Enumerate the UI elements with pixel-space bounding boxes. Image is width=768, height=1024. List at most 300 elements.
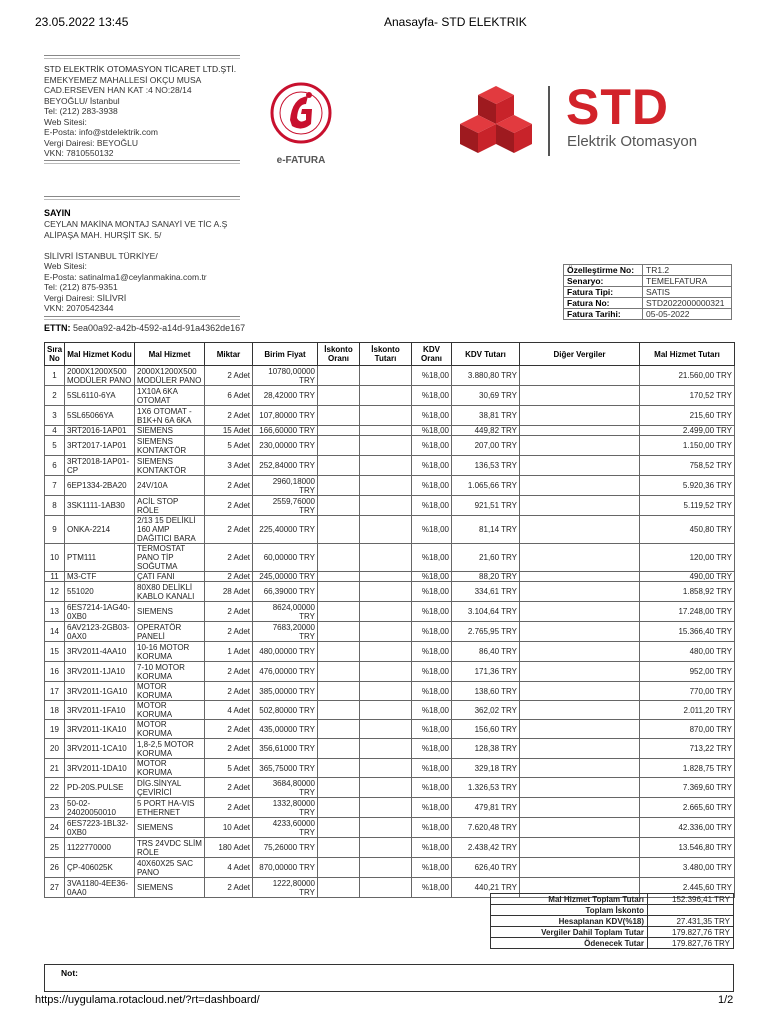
- quantity: 2 Adet: [205, 602, 253, 622]
- row-number: 2: [45, 386, 65, 406]
- vat-amount: 30,69 TRY: [452, 386, 520, 406]
- discount-amount: [360, 759, 412, 778]
- line-total: 13.546,80 TRY: [640, 838, 735, 858]
- discount-amount: [360, 662, 412, 682]
- discount-rate: [318, 622, 360, 642]
- row-number: 19: [45, 720, 65, 739]
- item-name: SIEMENS: [135, 818, 205, 838]
- brand-divider: [548, 86, 550, 156]
- row-number: 7: [45, 476, 65, 496]
- vat-rate: %18,00: [412, 516, 452, 544]
- item-code: PTM111: [65, 544, 135, 572]
- line-total: 1.150,00 TRY: [640, 436, 735, 456]
- discount-rate: [318, 838, 360, 858]
- note-box: [44, 964, 734, 992]
- vat-rate: %18,00: [412, 739, 452, 759]
- row-number: 21: [45, 759, 65, 778]
- buyer-address-block: [44, 219, 227, 314]
- unit-price: 365,75000 TRY: [253, 759, 318, 778]
- other-taxes: [520, 838, 640, 858]
- vat-rate: %18,00: [412, 496, 452, 516]
- item-name: SIEMENS: [135, 878, 205, 898]
- totals-row: [491, 916, 734, 927]
- table-row: [45, 798, 735, 818]
- invoice-meta-table: [563, 264, 732, 320]
- row-number: 27: [45, 878, 65, 898]
- item-code: 3RV2011-4AA10: [65, 642, 135, 662]
- other-taxes: [520, 572, 640, 582]
- quantity: 2 Adet: [205, 516, 253, 544]
- discount-amount: [360, 642, 412, 662]
- vat-amount: 2.765,95 TRY: [452, 622, 520, 642]
- print-title: Anasayfa- STD ELEKTRIK: [384, 15, 527, 29]
- item-name: 2000X1200X500 MODÜLER PANO: [135, 366, 205, 386]
- discount-rate: [318, 642, 360, 662]
- item-code: 6ES7223-1BL32-0XB0: [65, 818, 135, 838]
- discount-rate: [318, 366, 360, 386]
- line-total: 1.858,92 TRY: [640, 582, 735, 602]
- row-number: 1: [45, 366, 65, 386]
- discount-amount: [360, 878, 412, 898]
- item-code: ÇP-406025K: [65, 858, 135, 878]
- unit-price: 480,00000 TRY: [253, 642, 318, 662]
- totals-value: 27.431,35 TRY: [648, 916, 734, 927]
- vat-amount: 138,60 TRY: [452, 682, 520, 701]
- other-taxes: [520, 778, 640, 798]
- item-code: 3RV2011-1GA10: [65, 682, 135, 701]
- buyer-line: VKN: 2070542344: [44, 303, 114, 313]
- item-code: 5SL6110-6YA: [65, 386, 135, 406]
- item-code: 3RV2011-1DA10: [65, 759, 135, 778]
- item-name: 1X10A 6KA OTOMAT: [135, 386, 205, 406]
- table-row: [45, 838, 735, 858]
- line-total: 2.011,20 TRY: [640, 701, 735, 720]
- vat-amount: 7.620,48 TRY: [452, 818, 520, 838]
- line-total: 952,00 TRY: [640, 662, 735, 682]
- buyer-line: Vergi Dairesi: SİLİVRİ: [44, 292, 127, 303]
- unit-price: 502,80000 TRY: [253, 701, 318, 720]
- item-name: SIEMENS: [135, 602, 205, 622]
- unit-price: 2960,18000 TRY: [253, 476, 318, 496]
- line-total: 21.560,00 TRY: [640, 366, 735, 386]
- discount-amount: [360, 516, 412, 544]
- other-taxes: [520, 456, 640, 476]
- table-row: [45, 456, 735, 476]
- line-total: 7.369,60 TRY: [640, 778, 735, 798]
- discount-amount: [360, 386, 412, 406]
- quantity: 2 Adet: [205, 406, 253, 426]
- totals-row: [491, 938, 734, 949]
- unit-price: 245,00000 TRY: [253, 572, 318, 582]
- table-row: [45, 544, 735, 572]
- item-name: TERMOSTAT PANO TİP SOĞUTMA: [135, 544, 205, 572]
- column-header: KDV Oranı: [412, 343, 452, 366]
- unit-price: 66,39000 TRY: [253, 582, 318, 602]
- totals-value: 179.827,76 TRY: [648, 938, 734, 949]
- item-name: 40X60X25 SAC PANO: [135, 858, 205, 878]
- column-header: Birim Fiyat: [253, 343, 318, 366]
- meta-value: TEMELFATURA: [643, 276, 732, 287]
- line-total: 215,60 TRY: [640, 406, 735, 426]
- totals-row: [491, 927, 734, 938]
- totals-label: Ödenecek Tutar: [491, 938, 648, 949]
- row-number: 20: [45, 739, 65, 759]
- meta-row: [564, 265, 732, 276]
- table-row: [45, 701, 735, 720]
- vat-amount: 449,82 TRY: [452, 426, 520, 436]
- table-row: [45, 476, 735, 496]
- discount-rate: [318, 701, 360, 720]
- item-name: 1X6 OTOMAT - B1K+N 6A 6KA: [135, 406, 205, 426]
- other-taxes: [520, 366, 640, 386]
- efatura-label: e-FATURA: [276, 155, 326, 166]
- vat-rate: %18,00: [412, 778, 452, 798]
- row-number: 14: [45, 622, 65, 642]
- discount-amount: [360, 476, 412, 496]
- discount-amount: [360, 572, 412, 582]
- totals-value: 179.827,76 TRY: [648, 927, 734, 938]
- quantity: 4 Adet: [205, 858, 253, 878]
- line-total: 17.248,00 TRY: [640, 602, 735, 622]
- totals-row: [491, 905, 734, 916]
- totals-label: Vergiler Dahil Toplam Tutar: [491, 927, 648, 938]
- unit-price: 356,61000 TRY: [253, 739, 318, 759]
- vat-rate: %18,00: [412, 386, 452, 406]
- item-name: SIEMENS: [135, 426, 205, 436]
- item-code: 3RT2017-1AP01: [65, 436, 135, 456]
- table-row: [45, 739, 735, 759]
- discount-rate: [318, 682, 360, 701]
- efatura-logo: [270, 80, 332, 168]
- row-number: 25: [45, 838, 65, 858]
- discount-rate: [318, 544, 360, 572]
- line-total: 2.665,60 TRY: [640, 798, 735, 818]
- vat-amount: 86,40 TRY: [452, 642, 520, 662]
- discount-amount: [360, 778, 412, 798]
- vat-amount: 921,51 TRY: [452, 496, 520, 516]
- item-name: 2/13 15 DELİKLİ 160 AMP DAĞITICI BARA: [135, 516, 205, 544]
- gib-seal-icon: [270, 80, 332, 146]
- seller-line: EMEKYEMEZ MAHALLESİ OKÇU MUSA: [44, 74, 202, 85]
- other-taxes: [520, 759, 640, 778]
- row-number: 17: [45, 682, 65, 701]
- vat-amount: 207,00 TRY: [452, 436, 520, 456]
- row-number: 10: [45, 544, 65, 572]
- print-url: https://uygulama.rotacloud.net/?rt=dashboard/: [35, 994, 260, 1006]
- totals-label: Mal Hizmet Toplam Tutarı: [491, 894, 648, 905]
- discount-amount: [360, 701, 412, 720]
- table-row: [45, 572, 735, 582]
- discount-rate: [318, 818, 360, 838]
- vat-amount: 334,61 TRY: [452, 582, 520, 602]
- vat-amount: 329,18 TRY: [452, 759, 520, 778]
- item-code: 3RV2011-1CA10: [65, 739, 135, 759]
- unit-price: 3684,80000 TRY: [253, 778, 318, 798]
- vat-amount: 1.326,53 TRY: [452, 778, 520, 798]
- unit-price: 1222,80000 TRY: [253, 878, 318, 898]
- discount-amount: [360, 818, 412, 838]
- item-name: 5 PORT HA-VIS ETHERNET: [135, 798, 205, 818]
- row-number: 11: [45, 572, 65, 582]
- line-total: 2.499,00 TRY: [640, 426, 735, 436]
- vat-amount: 81,14 TRY: [452, 516, 520, 544]
- vat-rate: %18,00: [412, 456, 452, 476]
- vat-amount: 88,20 TRY: [452, 572, 520, 582]
- item-code: 3RT2016-1AP01: [65, 426, 135, 436]
- discount-rate: [318, 516, 360, 544]
- discount-amount: [360, 720, 412, 739]
- table-row: [45, 720, 735, 739]
- discount-rate: [318, 406, 360, 426]
- item-code: 6AV2123-2GB03-0AX0: [65, 622, 135, 642]
- other-taxes: [520, 858, 640, 878]
- unit-price: 2559,76000 TRY: [253, 496, 318, 516]
- unit-price: 10780,00000 TRY: [253, 366, 318, 386]
- meta-label: Fatura No:: [564, 298, 643, 309]
- row-number: 8: [45, 496, 65, 516]
- unit-price: 230,00000 TRY: [253, 436, 318, 456]
- unit-price: 4233,60000 TRY: [253, 818, 318, 838]
- item-name: DİG.SİNYAL ÇEVİRİCİ: [135, 778, 205, 798]
- meta-value: STD2022000000321: [643, 298, 732, 309]
- row-number: 6: [45, 456, 65, 476]
- item-name: 80X80 DELİKLİ KABLO KANALI: [135, 582, 205, 602]
- line-total: 15.366,40 TRY: [640, 622, 735, 642]
- discount-amount: [360, 838, 412, 858]
- vat-amount: 479,81 TRY: [452, 798, 520, 818]
- meta-label: Özelleştirme No:: [564, 265, 643, 276]
- line-total: 2.445,60 TRY: [640, 878, 735, 898]
- vat-rate: %18,00: [412, 759, 452, 778]
- item-name: 1,8-2,5 MOTOR KORUMA: [135, 739, 205, 759]
- vat-rate: %18,00: [412, 544, 452, 572]
- vat-rate: %18,00: [412, 720, 452, 739]
- quantity: 2 Adet: [205, 878, 253, 898]
- discount-amount: [360, 858, 412, 878]
- discount-rate: [318, 662, 360, 682]
- unit-price: 75,26000 TRY: [253, 838, 318, 858]
- vat-amount: 3.880,80 TRY: [452, 366, 520, 386]
- line-total: 490,00 TRY: [640, 572, 735, 582]
- table-row: [45, 858, 735, 878]
- other-taxes: [520, 386, 640, 406]
- table-row: [45, 778, 735, 798]
- other-taxes: [520, 516, 640, 544]
- discount-rate: [318, 798, 360, 818]
- line-total: 5.920,36 TRY: [640, 476, 735, 496]
- discount-rate: [318, 720, 360, 739]
- line-total: 120,00 TRY: [640, 544, 735, 572]
- row-number: 13: [45, 602, 65, 622]
- discount-amount: [360, 406, 412, 426]
- table-header-row: [45, 343, 735, 366]
- vat-rate: %18,00: [412, 622, 452, 642]
- quantity: 2 Adet: [205, 662, 253, 682]
- discount-rate: [318, 476, 360, 496]
- line-total: 3.480,00 TRY: [640, 858, 735, 878]
- vat-amount: 128,38 TRY: [452, 739, 520, 759]
- vat-rate: %18,00: [412, 602, 452, 622]
- unit-price: 7683,20000 TRY: [253, 622, 318, 642]
- vat-amount: 156,60 TRY: [452, 720, 520, 739]
- meta-label: Fatura Tipi:: [564, 287, 643, 298]
- unit-price: 8624,00000 TRY: [253, 602, 318, 622]
- line-total: 870,00 TRY: [640, 720, 735, 739]
- item-code: 3RV2011-1JA10: [65, 662, 135, 682]
- other-taxes: [520, 720, 640, 739]
- unit-price: 60,00000 TRY: [253, 544, 318, 572]
- other-taxes: [520, 426, 640, 436]
- table-row: [45, 426, 735, 436]
- other-taxes: [520, 701, 640, 720]
- buyer-line: ALİPAŞA MAH. HURŞİT SK. 5/: [44, 229, 162, 240]
- row-number: 24: [45, 818, 65, 838]
- row-number: 16: [45, 662, 65, 682]
- unit-price: 385,00000 TRY: [253, 682, 318, 701]
- vat-rate: %18,00: [412, 582, 452, 602]
- column-header: Sıra No: [45, 343, 65, 366]
- vat-amount: 2.438,42 TRY: [452, 838, 520, 858]
- other-taxes: [520, 662, 640, 682]
- vat-rate: %18,00: [412, 701, 452, 720]
- other-taxes: [520, 622, 640, 642]
- other-taxes: [520, 544, 640, 572]
- totals-label: Hesaplanan KDV(%18): [491, 916, 648, 927]
- other-taxes: [520, 582, 640, 602]
- other-taxes: [520, 476, 640, 496]
- discount-rate: [318, 759, 360, 778]
- discount-rate: [318, 456, 360, 476]
- discount-amount: [360, 682, 412, 701]
- item-name: 24V/10A: [135, 476, 205, 496]
- column-header: Mal Hizmet Kodu: [65, 343, 135, 366]
- seller-line: Tel: (212) 283-3938: [44, 106, 118, 116]
- vat-amount: 171,36 TRY: [452, 662, 520, 682]
- discount-rate: [318, 496, 360, 516]
- item-code: ONKA-2214: [65, 516, 135, 544]
- table-row: [45, 516, 735, 544]
- discount-rate: [318, 436, 360, 456]
- buyer-line: E-Posta: satinalma1@ceylanmakina.com.tr: [44, 271, 207, 282]
- buyer-heading: SAYIN: [44, 208, 71, 218]
- quantity: 2 Adet: [205, 476, 253, 496]
- quantity: 15 Adet: [205, 426, 253, 436]
- item-code: M3-CTF: [65, 572, 135, 582]
- seller-line: VKN: 7810550132: [44, 148, 114, 158]
- line-total: 713,22 TRY: [640, 739, 735, 759]
- vat-rate: %18,00: [412, 436, 452, 456]
- quantity: 28 Adet: [205, 582, 253, 602]
- table-row: [45, 582, 735, 602]
- discount-amount: [360, 436, 412, 456]
- meta-row: [564, 298, 732, 309]
- vat-rate: %18,00: [412, 798, 452, 818]
- vat-amount: 3.104,64 TRY: [452, 602, 520, 622]
- vat-rate: %18,00: [412, 406, 452, 426]
- vat-rate: %18,00: [412, 878, 452, 898]
- column-header: Mal Hizmet: [135, 343, 205, 366]
- quantity: 2 Adet: [205, 496, 253, 516]
- vat-amount: 440,21 TRY: [452, 878, 520, 898]
- other-taxes: [520, 798, 640, 818]
- table-row: [45, 662, 735, 682]
- other-taxes: [520, 642, 640, 662]
- quantity: 2 Adet: [205, 366, 253, 386]
- std-cubes-logo-icon: [448, 82, 544, 170]
- line-total: 5.119,52 TRY: [640, 496, 735, 516]
- vat-rate: %18,00: [412, 366, 452, 386]
- item-code: 3RT2018-1AP01-CP: [65, 456, 135, 476]
- discount-amount: [360, 622, 412, 642]
- table-row: [45, 622, 735, 642]
- quantity: 10 Adet: [205, 818, 253, 838]
- item-name: ÇATI FANI: [135, 572, 205, 582]
- vat-amount: 626,40 TRY: [452, 858, 520, 878]
- vat-rate: %18,00: [412, 682, 452, 701]
- vat-rate: %18,00: [412, 426, 452, 436]
- item-code: 5SL65066YA: [65, 406, 135, 426]
- discount-amount: [360, 582, 412, 602]
- meta-row: [564, 309, 732, 320]
- unit-price: 870,00000 TRY: [253, 858, 318, 878]
- unit-price: 252,84000 TRY: [253, 456, 318, 476]
- row-number: 4: [45, 426, 65, 436]
- vat-rate: %18,00: [412, 662, 452, 682]
- vat-amount: 362,02 TRY: [452, 701, 520, 720]
- vat-rate: %18,00: [412, 838, 452, 858]
- discount-amount: [360, 544, 412, 572]
- item-code: 50-02-24020050010: [65, 798, 135, 818]
- other-taxes: [520, 602, 640, 622]
- item-code: 2000X1200X500 MODÜLER PANO: [65, 366, 135, 386]
- discount-rate: [318, 778, 360, 798]
- row-number: 9: [45, 516, 65, 544]
- meta-value: 05-05-2022: [643, 309, 732, 320]
- vat-rate: %18,00: [412, 858, 452, 878]
- quantity: 2 Adet: [205, 544, 253, 572]
- item-name: 7-10 MOTOR KORUMA: [135, 662, 205, 682]
- vat-rate: %18,00: [412, 642, 452, 662]
- print-datetime: 23.05.2022 13:45: [35, 15, 129, 29]
- item-code: 551020: [65, 582, 135, 602]
- quantity: 1 Adet: [205, 642, 253, 662]
- discount-rate: [318, 572, 360, 582]
- ettn-line: [44, 323, 245, 333]
- item-name: MOTOR KORUMA: [135, 759, 205, 778]
- row-number: 18: [45, 701, 65, 720]
- discount-rate: [318, 858, 360, 878]
- table-row: [45, 759, 735, 778]
- seller-address-block: [44, 64, 236, 159]
- other-taxes: [520, 436, 640, 456]
- totals-label: Toplam İskonto: [491, 905, 648, 916]
- quantity: 2 Adet: [205, 682, 253, 701]
- meta-label: Fatura Tarihi:: [564, 309, 643, 320]
- buyer-line: SİLİVRİ İSTANBUL TÜRKİYE/: [44, 250, 158, 261]
- other-taxes: [520, 406, 640, 426]
- quantity: 4 Adet: [205, 701, 253, 720]
- row-number: 12: [45, 582, 65, 602]
- totals-value: [648, 905, 734, 916]
- seller-line: BEYOĞLU/ İstanbul: [44, 95, 120, 106]
- vat-amount: 1.065,66 TRY: [452, 476, 520, 496]
- line-total: 42.336,00 TRY: [640, 818, 735, 838]
- discount-amount: [360, 456, 412, 476]
- item-name: 10-16 MOTOR KORUMA: [135, 642, 205, 662]
- buyer-line: CEYLAN MAKİNA MONTAJ SANAYİ VE TİC A.Ş: [44, 219, 228, 229]
- discount-amount: [360, 739, 412, 759]
- column-header: KDV Tutarı: [452, 343, 520, 366]
